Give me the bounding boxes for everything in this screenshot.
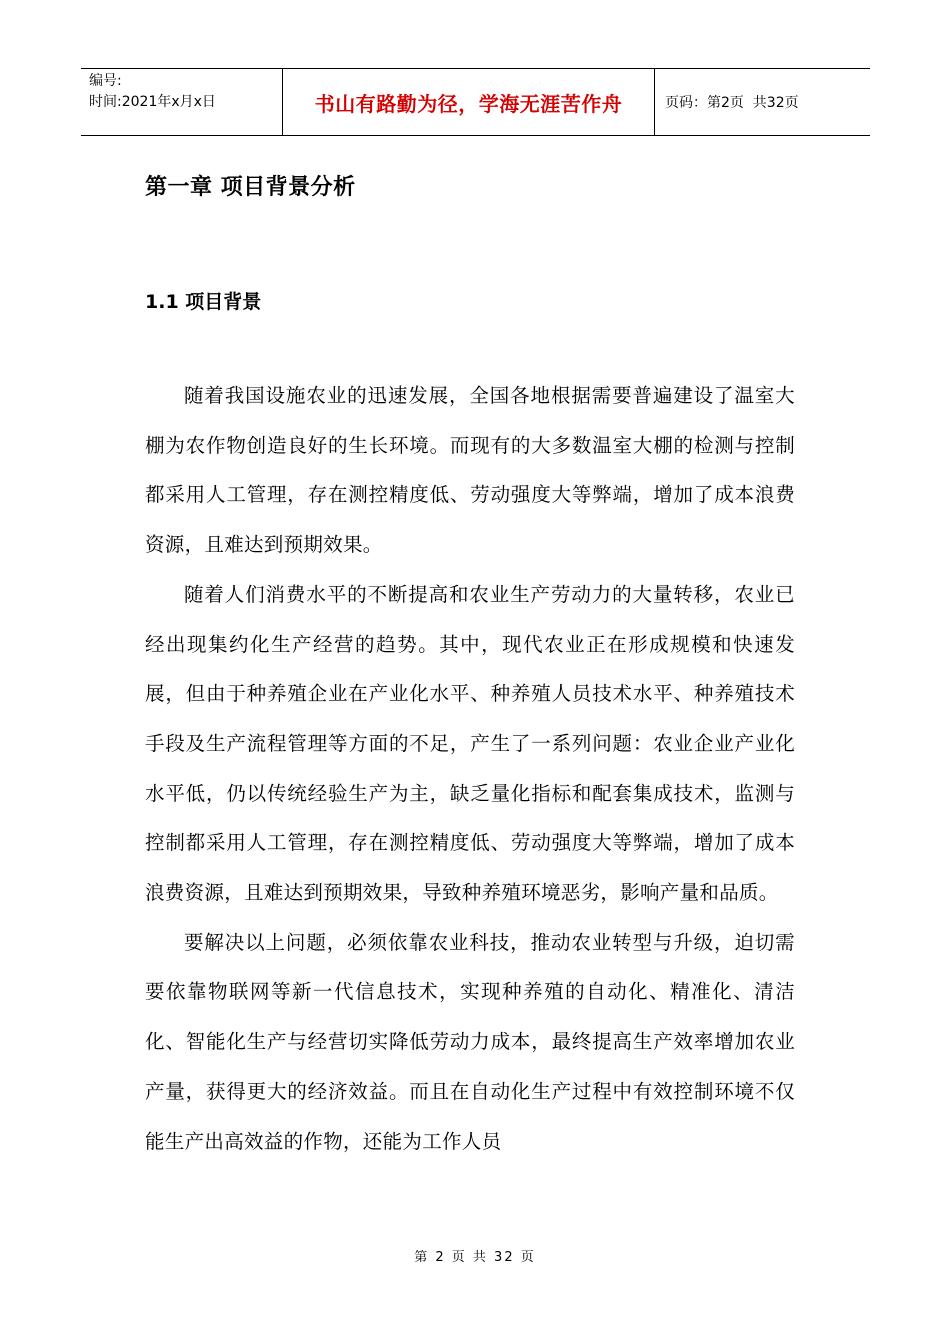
header-motto: 书山有路勤为径，学海无涯苦作舟 [282,69,655,135]
page-header [81,68,870,136]
chapter-title: 第一章 项目背景分析 [145,175,356,200]
header-page-number: 第2页 共32页 [707,95,799,111]
document-time [89,92,282,113]
document-body [145,371,795,1166]
document-time-value: 2021年x月x日 [121,94,216,110]
section-title: 1.1 项目背景 [145,291,262,313]
header-info-cell [81,69,282,135]
paragraph-3: 要解决以上问题，必须依靠农业科技，推动农业转型与升级，迫切需要依靠物联网等新一代信息技术，实现种养殖的自动化、精准化、清洁化、智能化生产与经营切实降低劳动力成本，最终提高生产效率增加农业产量，获得更大的经济效益。而且在自动化生产过程中有效控制环境不仅能生产出高效益的作物，还能为工作人员 [145,930,795,1153]
paragraph-2: 随着人们消费水平的不断提高和农业生产劳动力的大量转移，农业已经出现集约化生产经营的趋势。其中，现代农业正在形成规模和快速发展，但由于种养殖企业在产业化水平、种养殖人员技术水平、种养殖技术手段及生产流程管理等方面的不足，产生了一系列问题：农业企业产业化水平低，仍以传统经验生产为主，缺乏量化指标和配套集成技术，监测与控制都采用人工管理，存在测控精度低、劳动强度大等弊端，增加了成本浪费资源，且难达到预期效果，导致种养殖环境恶劣，影响产量和品质。 [145,582,795,905]
document-number-label: 编号: [89,73,122,89]
document-time-label: 时间: [89,94,122,110]
page-footer: 第 2 页 共 32 页 [414,1250,536,1265]
header-page-cell [655,69,870,135]
paragraph-1: 随着我国设施农业的迅速发展，全国各地根据需要普遍建设了温室大棚为农作物创造良好的生长环境。而现有的大多数温室大棚的检测与控制都采用人工管理，存在测控精度低、劳动强度大等弊端，增加了成本浪费资源，且难达到预期效果。 [145,384,795,557]
header-page-label: 页码： [665,95,707,111]
